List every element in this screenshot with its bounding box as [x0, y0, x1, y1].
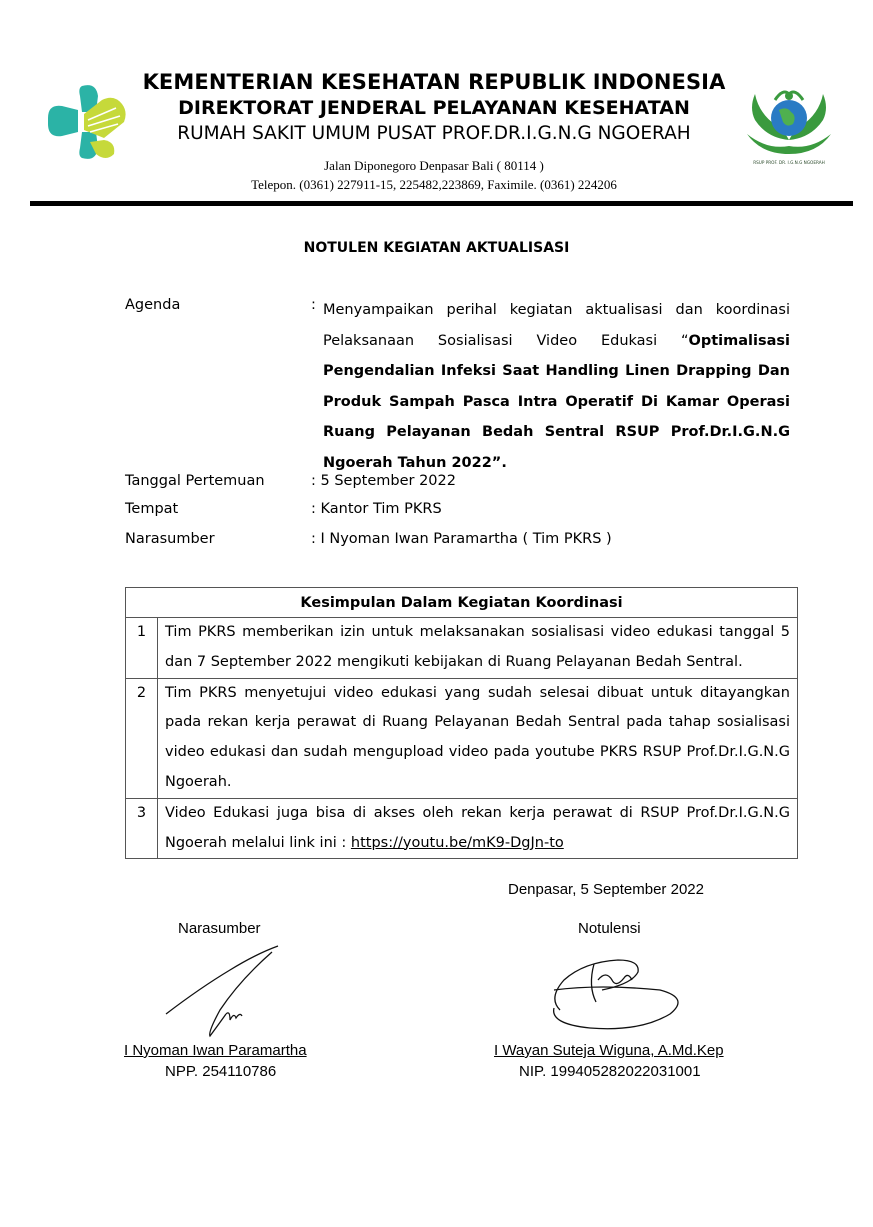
speaker-name: I Nyoman Iwan Paramartha — [124, 1042, 307, 1059]
kemenkes-logo-icon — [44, 80, 130, 164]
date-label: Tanggal Pertemuan — [125, 473, 265, 489]
directorate-heading: DIREKTORAT JENDERAL PELAYANAN KESEHATAN — [178, 97, 690, 119]
notulen-id: NIP. 199405282022031001 — [519, 1063, 701, 1080]
notulen-role: Notulensi — [578, 920, 641, 937]
letterhead-divider — [30, 201, 853, 206]
agenda-colon: : — [311, 297, 316, 313]
conclusion-table — [125, 587, 798, 859]
row-number: 2 — [126, 678, 158, 798]
row-text-plain: Video Edukasi juga bisa di akses oleh rekan kerja perawat di RSUP Prof.Dr.I.G.N.G Ngoerah melalui link ini : — [165, 804, 790, 851]
speaker-id: NPP. 254110786 — [165, 1063, 277, 1080]
rsup-ngoerah-logo-icon — [737, 80, 841, 168]
place-date: Denpasar, 5 September 2022 — [508, 881, 704, 898]
table-row — [126, 678, 798, 798]
row-number: 3 — [126, 798, 158, 859]
place-value: : Kantor Tim PKRS — [311, 501, 442, 517]
date-value: : 5 September 2022 — [311, 473, 456, 489]
speaker-label: Narasumber — [125, 531, 215, 547]
table-header-row — [126, 588, 798, 618]
document-title: NOTULEN KEGIATAN AKTUALISASI — [303, 240, 570, 256]
agenda-text — [323, 295, 790, 479]
speaker-role: Narasumber — [178, 920, 261, 937]
row-number: 1 — [126, 618, 158, 679]
row-text: Tim PKRS menyetujui video edukasi yang sudah selesai dibuat untuk ditayangkan pada rekan kerja perawat di Ruang Pelayanan Bedah Sentral pada tahap sosialisasi video edukasi dan sudah mengupload video pada youtube PKRS RSUP Prof.Dr.I.G.N.G Ngoerah. — [158, 678, 798, 798]
table-header: Kesimpulan Dalam Kegiatan Koordinasi — [126, 588, 798, 618]
logo-caption: RSUP PROF. DR. I.G.N.G NGOERAH — [753, 160, 825, 165]
ministry-heading: KEMENTERIAN KESEHATAN REPUBLIK INDONESIA — [142, 70, 726, 94]
agenda-text-bold: Optimalisasi Pengendalian Infeksi Saat Handling Linen Drapping Dan Produk Sampah Pasca Intra Operatif Di Kamar Operasi Ruang Pelayanan Bedah Sentral RSUP Prof.Dr.I.G.N.G Ngoerah Tahun 2022”. — [323, 332, 790, 471]
address-line: Jalan Diponegoro Denpasar Bali ( 80114 ) — [324, 158, 544, 173]
agenda-label: Agenda — [125, 297, 181, 313]
row-text: Tim PKRS memberikan izin untuk melaksanakan sosialisasi video edukasi tanggal 5 dan 7 September 2022 mengikuti kebijakan di Ruang Pelayanan Bedah Sentral. — [158, 618, 798, 679]
hospital-heading: RUMAH SAKIT UMUM PUSAT PROF.DR.I.G.N.G NGOERAH — [177, 123, 691, 144]
youtube-link[interactable]: https://youtu.be/mK9-DgJn-to — [350, 834, 564, 851]
table-row — [126, 618, 798, 679]
speaker-value: : I Nyoman Iwan Paramartha ( Tim PKRS ) — [311, 531, 612, 547]
notulen-name: I Wayan Suteja Wiguna, A.Md.Kep — [494, 1042, 724, 1059]
row-text — [158, 798, 798, 859]
place-label: Tempat — [125, 501, 179, 517]
contact-line: Telepon. (0361) 227911-15, 225482,223869, Faximile. (0361) 224206 — [251, 177, 617, 192]
notulen-signature-icon — [540, 950, 690, 1035]
speaker-signature-icon — [160, 940, 290, 1040]
agenda-text-plain: Menyampaikan perihal kegiatan aktualisasi dan koordinasi Pelaksanaan Sosialisasi Video Edukasi “ — [323, 302, 790, 349]
table-row — [126, 798, 798, 859]
